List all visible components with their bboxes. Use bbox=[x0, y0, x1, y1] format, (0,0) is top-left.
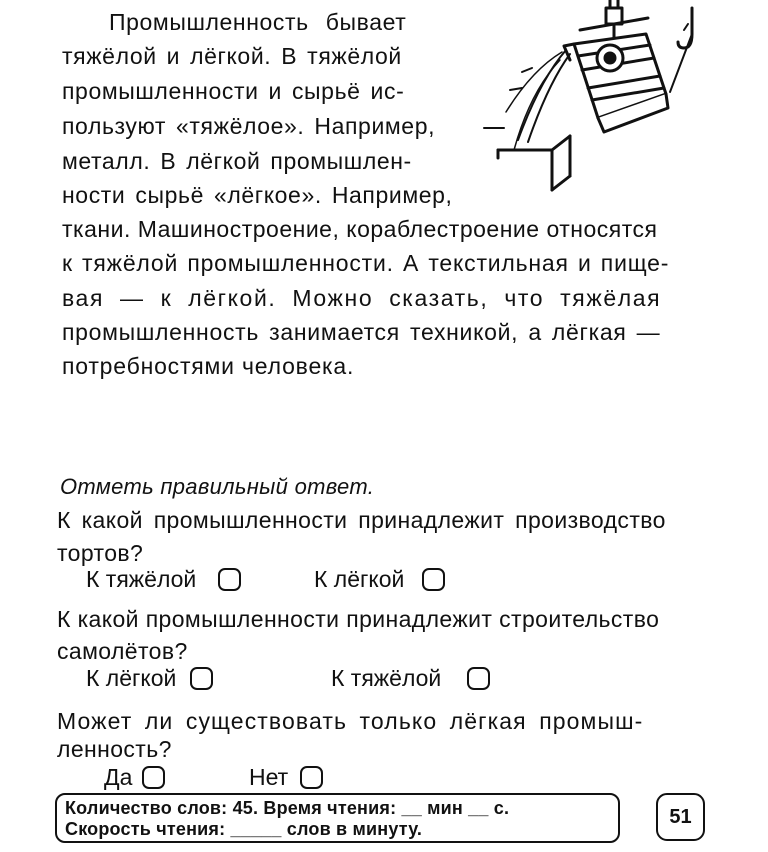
answer-checkbox[interactable] bbox=[218, 568, 241, 591]
reading-speed-line: Скорость чтения: _____ слов в минуту. bbox=[65, 819, 423, 839]
passage-text: Промышленность бывает bbox=[109, 9, 407, 35]
answer-checkbox[interactable] bbox=[467, 667, 490, 690]
answer-checkbox[interactable] bbox=[300, 766, 323, 789]
question-3-option-1[interactable] bbox=[104, 764, 165, 791]
option-label: Да bbox=[104, 764, 133, 790]
question-3-line-1: Может ли существовать только лёгкая промыш- bbox=[57, 708, 644, 734]
option-label: К лёгкой bbox=[314, 566, 405, 592]
passage-line-5: металл. В лёгкой промышлен- bbox=[62, 148, 412, 174]
passage-line-2: тяжёлой и лёгкой. В тяжёлой bbox=[62, 43, 402, 69]
answer-checkbox[interactable] bbox=[142, 766, 165, 789]
question-3-option-2[interactable] bbox=[249, 764, 323, 791]
passage-line-6: ности сырьё «лёгкое». Например, bbox=[62, 182, 453, 208]
question-2-option-1[interactable] bbox=[86, 665, 213, 692]
passage-line-10: промышленность занимается техникой, а лёгкая — bbox=[62, 319, 661, 345]
answer-checkbox[interactable] bbox=[422, 568, 445, 591]
option-label: К тяжёлой bbox=[331, 665, 442, 691]
passage-line-7: ткани. Машиностроение, кораблестроение относятся bbox=[62, 216, 658, 242]
question-2-line-2: самолётов? bbox=[57, 638, 188, 664]
passage-line-11: потребностями человека. bbox=[62, 353, 355, 379]
question-1-line-1: К какой промышленности принадлежит производство bbox=[57, 507, 666, 533]
passage-line-4: пользуют «тяжёлое». Например, bbox=[62, 113, 436, 139]
question-1-option-1[interactable] bbox=[86, 566, 241, 593]
word-count-line: Количество слов: 45. Время чтения: __ мин __ с. bbox=[65, 798, 510, 818]
option-label: Нет bbox=[249, 764, 289, 790]
question-1-option-2[interactable] bbox=[314, 566, 445, 593]
question-1-line-2: тортов? bbox=[57, 540, 144, 566]
question-2-option-2[interactable] bbox=[331, 665, 490, 692]
ladle-illustration bbox=[470, 0, 715, 200]
exercise-instruction: Отметь правильный ответ. bbox=[60, 474, 375, 499]
option-label: К лёгкой bbox=[86, 665, 177, 691]
page-number: 51 bbox=[656, 793, 705, 841]
question-2-line-1: К какой промышленности принадлежит строительство bbox=[57, 606, 660, 632]
passage-line-1 bbox=[109, 9, 457, 36]
reading-stats-box bbox=[55, 793, 620, 843]
passage-line-9: вая — к лёгкой. Можно сказать, что тяжёлая bbox=[62, 285, 662, 311]
passage-line-3: промышленности и сырьё ис- bbox=[62, 78, 405, 104]
passage-line-8: к тяжёлой промышленности. А текстильная и пище- bbox=[62, 250, 670, 276]
answer-checkbox[interactable] bbox=[190, 667, 213, 690]
option-label: К тяжёлой bbox=[86, 566, 197, 592]
question-3-line-2: ленность? bbox=[57, 736, 172, 762]
